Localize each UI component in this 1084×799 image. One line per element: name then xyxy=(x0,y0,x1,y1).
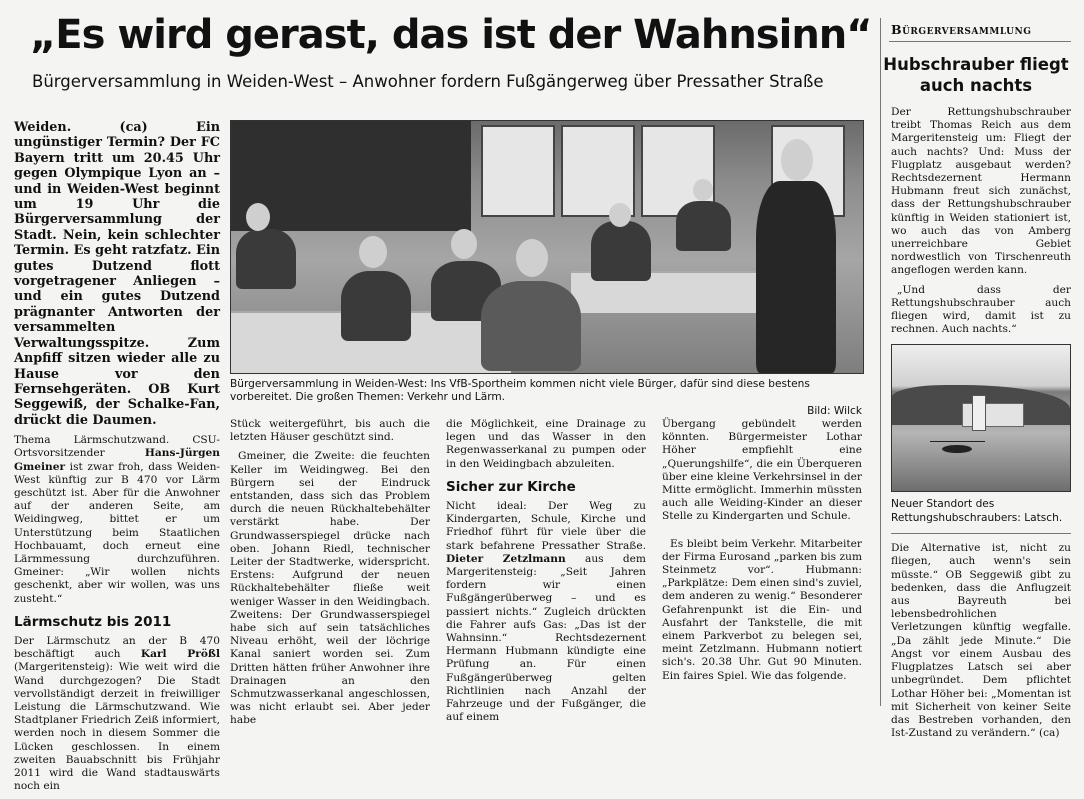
audience-head xyxy=(693,179,713,201)
audience-head xyxy=(359,236,387,268)
paragraph-text: (Margeritensteig): Wie weit wird die Wand durchgezogen? Die Stadt vervollständigt derzeit in freiwilliger Leistung die Lärmschutzwand. Wie Stadtplaner Friedrich Zeiß informiert, werden noch in diesem Sommer die Lücken geschlossen. In einem zweiten Bauabschnitt bis Frühjahr 2011 wird die Wand stadtauswärts noch ein xyxy=(14,661,220,793)
meeting-photo xyxy=(230,120,864,374)
paragraph-text: ist zwar froh, dass Weiden-West künftig zur B 470 vor Lärm geschützt ist. Aber für die Anwohner auf der anderen Seite, am Weidingweg, bittet er um Unterstützung beim Staatlichen Hochbauamt, doch erneut eine Lärmmessung durchzuführen. Gmeiner: „Wir wollen nichts geschenkt, aber wir wollen, was uns zusteht.“ xyxy=(14,460,220,605)
helicopter-shape xyxy=(942,445,972,453)
audience-head xyxy=(609,203,631,227)
person-name: Dieter Zetzlmann xyxy=(446,552,566,565)
sidebar-box xyxy=(880,18,1071,740)
article-column-1 xyxy=(14,120,220,799)
sidebar-title: Hubschrauber fliegt auch nachts xyxy=(883,55,1069,95)
headline: „Es wird gerast, das ist der Wahnsinn“ xyxy=(30,12,872,58)
audience-head xyxy=(246,203,270,231)
paragraph: Übergang gebündelt werden könnten. Bürgermeister Lothar Höher empfiehlt eine „Querungshilfe“, die ein Überqueren über eine kleine Verkehrsinsel in der Mitte ermöglicht. Immerhin müssten auch alle Weiding-Kinder an dieser Stelle zu Kindergarten und Schule. xyxy=(662,418,862,523)
paragraph xyxy=(14,635,220,793)
audience-person xyxy=(591,221,651,281)
sidebar-body xyxy=(891,106,1071,336)
tower-shape xyxy=(972,395,986,431)
speaker-head xyxy=(781,139,813,181)
paragraph: Gmeiner, die Zweite: die feuchten Keller im Weidingweg. Bei den Bürgern sei der Eindruck entstanden, dass sich das Problem durch die neuen Rückhaltebehälter verstärkt habe. Der Grundwasserspiegel drücke nach oben. Johann Riedl, technischer Leiter der Stadtwerke, widerspricht. Erstens: Aufgrund der neuen Rückhaltebehälter fließe weit weniger Wasser in den Weidingbach. Zweitens: Der Grundwasserspiegel habe sich auf sein tatsächliches Niveau erhöht, weil der löchrige Kanal saniert worden sei. Zum Dritten hätten früher Anwohner ihre Drainagen an den Schmutzwasserkanal angeschlossen, was nicht erlaubt sei. Aber jeder habe xyxy=(230,450,430,727)
article-column-3 xyxy=(446,418,646,730)
audience-person xyxy=(236,229,296,289)
paragraph-text: Der Lärmschutz an der B 470 beschäftigt auch xyxy=(14,634,220,661)
paragraph: Stück weitergeführt, bis auch die letzten Häuser geschützt sind. xyxy=(230,418,430,444)
rotor-shape xyxy=(930,441,985,442)
sidebar-photo-caption: Neuer Standort des Rettungshubschraubers: Latsch. xyxy=(891,498,1071,534)
photo-caption xyxy=(230,378,862,418)
lead-paragraph: Weiden. (ca) Ein ungünstiger Termin? Der FC Bayern tritt um 20.45 Uhr gegen Olympique Lyon an – und in Weiden-West beginnt um 19 Uhr die Bürgerversammlung der Stadt. Nein, kein schlechter Termin. Es geht ratzfatz. Ein gutes Dutzend flott vorgetragener Anliegen – und ein gutes Dutzend prägnanter Antworten der versammelten Verwaltungsspitze. Zum Anpfiff sitzen wieder alle zu Hause vor den Fernsehgeräten. OB Kurt Seggewiß, der Schalke-Fan, drückt die Daumen. xyxy=(14,120,220,428)
sidebar-kicker: Bürgerversammlung xyxy=(889,18,1071,42)
paragraph: Die Alternative ist, nicht zu fliegen, auch wenn's sein müsste.“ OB Seggewiß gibt zu bedenken, dass die Anflugzeit aus Bayreuth bei lebensbedrohlichen Verletzungen künftig wegfalle. „Da zählt jede Minute.“ Die Angst vor einem Ausbau des Flugplatzes Latsch sei aber unbegründet. Dem pflichtet Lothar Höher bei: „Momentan ist mit Sicherheit von keiner Seite das Bestreben vorhanden, den Ist-Zustand zu verändern.“ (ca) xyxy=(891,542,1071,740)
audience-head xyxy=(451,229,477,259)
paragraph xyxy=(14,434,220,606)
sidebar-body-continued xyxy=(891,542,1071,740)
paragraph-text: aus dem Margeritensteig: „Seit Jahren fordern wir einen Fußgängerüberweg – und es passiert nichts.“ Zugleich drückten die Fahrer aufs Gas: „Das ist der Wahnsinn.“ Rechtsdezernent Hermann Hubmann kündigte eine Prüfung an. Für einen Fußgängerüberweg gelten Richtlinien nach Anzahl der Fahrzeuge und der Fußgänger, die auf einem xyxy=(446,552,646,724)
section-heading: Sicher zur Kirche xyxy=(446,478,576,495)
speaker-person xyxy=(756,181,836,373)
audience-person xyxy=(676,201,731,251)
audience-head xyxy=(516,239,548,277)
audience-person xyxy=(341,271,411,341)
audience-person xyxy=(481,281,581,371)
paragraph-text: Thema Lärmschutzwand. CSU-Ortsvorsitzender xyxy=(14,434,220,460)
window-shape xyxy=(481,125,555,217)
paragraph: Es bleibt beim Verkehr. Mitarbeiter der Firma Eurosand „parken bis zum Steinmetz vor“. Hubmann: „Parkplätze: Dem einen sind's zuviel, dem anderen zu wenig.“ Besonderer Gefahrenpunkt ist die Ein- und Ausfahrt der Tankstelle, die mit einem Parkverbot zu belegen sei, meint Zetzlmann. Hubmann notiert sich's. 20.38 Uhr. Gut 90 Minuten. Ein faires Spiel. Wie das folgende. xyxy=(662,537,862,682)
paragraph: Der Rettungshubschrauber treibt Thomas Reich aus dem Margeritensteig um: Fliegt der auch nachts? Und: Muss der Flugplatz ausgebaut werden? Rechtsdezernent Hermann Hubmann freut sich zunächst, dass der Rettungshubschrauber künftig in Weiden stationiert ist, wo auch das von Amberg unerreichbare Gebiet nordwestlich von Tirschenreuth angeflogen werden kann. xyxy=(891,106,1071,277)
photo-credit: Bild: Wilck xyxy=(807,404,862,417)
paragraph: „Und dass der Rettungshubschrauber auch fliegen wird, damit ist zu rechnen. Auch nachts.“ xyxy=(891,283,1071,336)
section-heading: Lärmschutz bis 2011 xyxy=(14,613,172,630)
airfield-photo xyxy=(891,344,1071,492)
article-column-2 xyxy=(230,418,430,734)
person-name: Karl Prößl xyxy=(140,648,220,661)
paragraph: die Möglichkeit, eine Drainage zu legen und das Wasser in den Regenwasserkanal zu pumpen oder in den Weidingbach abzuleiten. xyxy=(446,418,646,470)
subheadline: Bürgerversammlung in Weiden-West – Anwohner fordern Fußgängerweg über Pressather Straße xyxy=(32,72,824,91)
paragraph-text: Nicht ideal: Der Weg zu Kindergarten, Schule, Kirche und Friedhof führt für viele über die stark befahrene Pressather Straße. xyxy=(446,500,646,552)
article-column-4 xyxy=(662,418,862,689)
paragraph xyxy=(446,500,646,724)
person-name: Hans-Jürgen Gmeiner xyxy=(14,447,220,473)
photo-caption-text: Bürgerversammlung in Weiden-West: Ins VfB-Sportheim kommen nicht viele Bürger, dafür sind diese bestens vorbereitet. Die großen Themen: Verkehr und Lärm. xyxy=(230,378,810,404)
